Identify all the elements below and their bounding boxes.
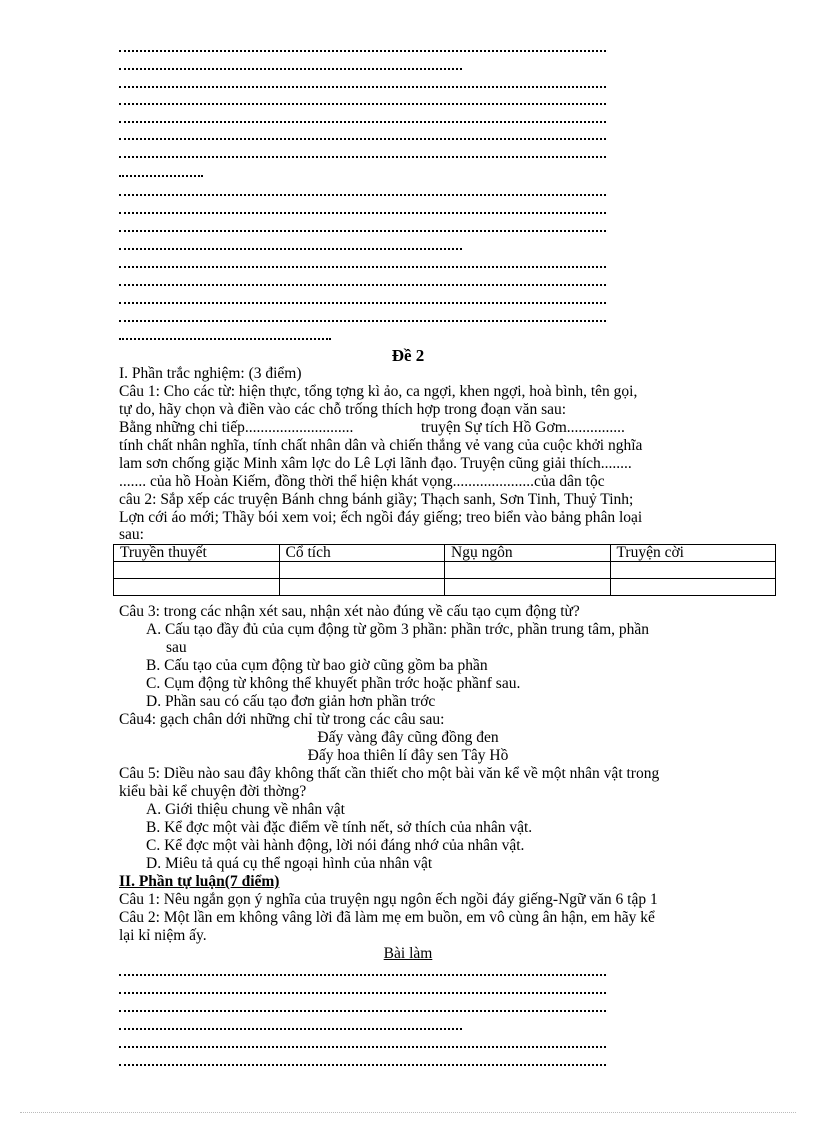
q5-option-a: A. Giới thiệu chung về nhân vật bbox=[146, 801, 345, 818]
answer-line bbox=[119, 1062, 606, 1066]
table-cell[interactable] bbox=[114, 562, 280, 579]
table-row bbox=[114, 579, 776, 596]
q5-option-c: C. Kể đợc một vài hành động, lời nói đáng nhớ của nhân vật. bbox=[146, 837, 525, 854]
answer-line bbox=[119, 119, 606, 123]
table-header-row bbox=[114, 545, 776, 562]
answer-line bbox=[119, 1026, 462, 1030]
answer-line bbox=[119, 300, 606, 304]
table-cell[interactable] bbox=[445, 562, 611, 579]
q1-line: Bằng những chi tiếp............................ bbox=[119, 419, 354, 436]
answer-line bbox=[119, 246, 462, 250]
answer-line bbox=[119, 210, 606, 214]
answer-line bbox=[119, 173, 203, 177]
page-bottom-divider bbox=[20, 1112, 796, 1113]
q5-option-d: D. Miêu tả quá cụ thể ngoại hình của nhân vật bbox=[146, 855, 433, 872]
answer-line bbox=[119, 264, 606, 268]
classification-table bbox=[113, 544, 776, 596]
q1-line: ....... của hồ Hoàn Kiếm, đồng thời thể hiện khát vọng.....................của dân tộc bbox=[119, 473, 605, 490]
table-header-cell: Truyện cời bbox=[610, 545, 776, 562]
q3-stem: Câu 3: trong các nhận xét sau, nhận xét nào đúng về cấu tạo cụm động từ? bbox=[119, 603, 580, 620]
q3-option-c: C. Cụm động từ không thể khuyết phần trớc hoặc phầnf sau. bbox=[146, 675, 521, 692]
q4-sentence: Đấy hoa thiên lí đây sen Tây Hồ bbox=[307, 747, 509, 764]
q1-line: Câu 1: Cho các từ: hiện thực, tổng tợng kì ảo, ca ngợi, khen ngợi, hoà bình, tên gọi, bbox=[119, 383, 638, 400]
answer-line bbox=[119, 136, 606, 140]
q3-option-a: A. Cấu tạo đầy đủ của cụm động từ gồm 3 phần: phần trớc, phần trung tâm, phần bbox=[146, 621, 650, 638]
table-cell[interactable] bbox=[279, 579, 445, 596]
section1-heading: I. Phần trắc nghiệm: (3 điểm) bbox=[119, 365, 302, 382]
table-cell[interactable] bbox=[610, 579, 776, 596]
essay-question-2: Câu 2: Một lần em không vâng lời đã làm mẹ em buồn, em vô cùng ân hận, em hãy kể bbox=[119, 909, 655, 926]
q1-line: truyện Sự tích Hồ Gơm............... bbox=[421, 419, 625, 436]
section2-heading: II. Phần tự luận(7 điểm) bbox=[119, 873, 280, 890]
q1-line: tự do, hãy chọn và điền vào các chỗ trống thích hợp trong đoạn văn sau: bbox=[119, 401, 567, 418]
table-cell[interactable] bbox=[114, 579, 280, 596]
q2-line: Lợn cới áo mới; Thầy bói xem voi; ếch ngồi đáy giếng; treo biển vào bảng phân loại bbox=[119, 509, 643, 526]
essay-question-2-cont: lại kỉ niệm ấy. bbox=[119, 927, 207, 944]
answer-heading: Bài làm bbox=[383, 945, 433, 962]
q2-line: sau: bbox=[119, 526, 144, 543]
table-cell[interactable] bbox=[445, 579, 611, 596]
table-cell[interactable] bbox=[279, 562, 445, 579]
q2-line: câu 2: Sắp xếp các truyện Bánh chng bánh giầy; Thạch sanh, Sơn Tinh, Thuỷ Tinh; bbox=[119, 491, 634, 508]
q4-stem: Câu4: gạch chân dới những chỉ từ trong các câu sau: bbox=[119, 711, 445, 728]
q3-option-a-cont: sau bbox=[166, 639, 187, 656]
q1-line: tính chất nhân nghĩa, tính chất nhân dân và chiến thắng vẻ vang của cuộc khởi nghĩa bbox=[119, 437, 643, 454]
q5-stem: Câu 5: Diều nào sau đây không thất cần thiết cho một bài văn kể về một nhân vật trong bbox=[119, 765, 660, 782]
answer-line bbox=[119, 1008, 606, 1012]
table-cell[interactable] bbox=[610, 562, 776, 579]
answer-line bbox=[119, 336, 331, 340]
answer-line bbox=[119, 66, 462, 70]
table-header-cell: Ngụ ngôn bbox=[445, 545, 611, 562]
q5-stem-cont: kiểu bài kể chuyện đời thờng? bbox=[119, 783, 307, 800]
answer-line bbox=[119, 318, 606, 322]
answer-line bbox=[119, 1044, 606, 1048]
answer-line bbox=[119, 154, 606, 158]
answer-line bbox=[119, 228, 606, 232]
table-header-cell: Truyền thuyết bbox=[114, 545, 280, 562]
answer-line bbox=[119, 101, 606, 105]
q4-sentence: Đấy vàng đây cũng đồng đen bbox=[317, 729, 499, 746]
answer-line bbox=[119, 192, 606, 196]
q3-option-b: B. Cấu tạo của cụm động từ bao giờ cũng gồm ba phần bbox=[146, 657, 488, 674]
essay-question-1: Câu 1: Nêu ngắn gọn ý nghĩa của truyện ngụ ngôn ếch ngồi đáy giếng-Ngữ văn 6 tập 1 bbox=[119, 891, 658, 908]
answer-line bbox=[119, 990, 606, 994]
table-row bbox=[114, 562, 776, 579]
answer-line bbox=[119, 84, 606, 88]
answer-line bbox=[119, 282, 606, 286]
answer-line bbox=[119, 48, 606, 52]
exam-title: Đề 2 bbox=[391, 346, 425, 365]
q1-line: lam sơn chống giặc Minh xâm lợc do Lê Lợi lãnh đạo. Truyện cũng giải thích........ bbox=[119, 455, 632, 472]
answer-line bbox=[119, 972, 606, 976]
q3-option-d: D. Phần sau có cấu tạo đơn giản hơn phần trớc bbox=[146, 693, 436, 710]
q5-option-b: B. Kể đợc một vài đặc điểm về tính nết, sở thích của nhân vật. bbox=[146, 819, 533, 836]
table-header-cell: Cổ tích bbox=[279, 545, 445, 562]
